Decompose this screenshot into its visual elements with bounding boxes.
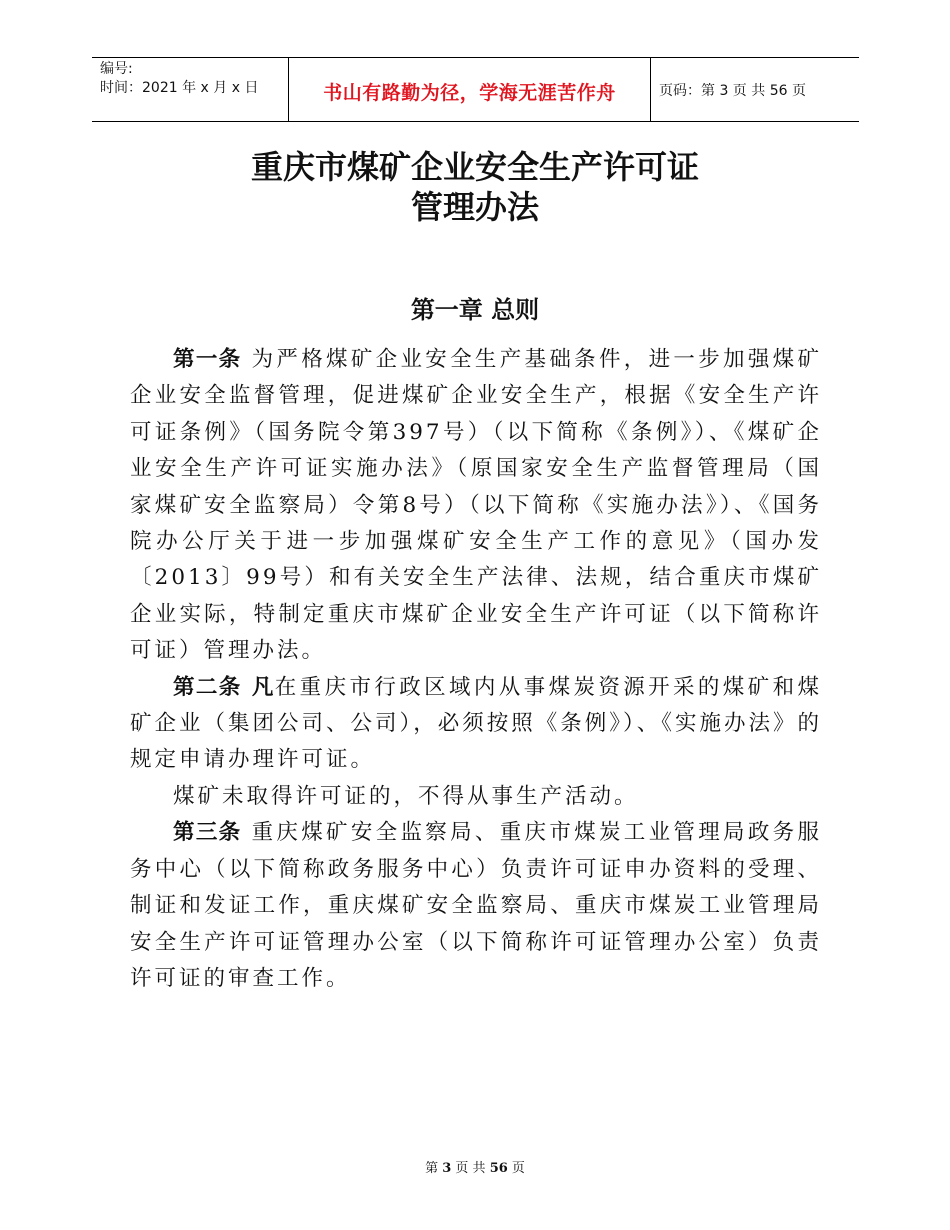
footer-prefix: 第 xyxy=(425,1161,439,1176)
article-1-label: 第一条 xyxy=(173,347,242,372)
page-footer xyxy=(0,1157,950,1176)
document-body xyxy=(130,342,822,997)
chapter-heading: 第一章 总则 xyxy=(410,296,540,324)
footer-total-pages: 56 xyxy=(489,1161,508,1176)
header-motto-cell xyxy=(288,58,651,121)
article-2-label: 第二条 xyxy=(173,674,242,700)
article-3-text: 重庆煤矿安全监察局、重庆市煤炭工业管理局政务服务中心（以下简称政务服务中心）负责许可证申办资料的受理、制证和发证工作，重庆煤矿安全监察局、重庆市煤炭工业管理局安全生产许可证管理办公室（以下简称许可证管理办公室）负责许可证的审查工作。 xyxy=(130,820,822,991)
header-page-info: 页码：第 3 页 共 56 页 xyxy=(659,82,806,99)
footer-page-number: 3 xyxy=(442,1161,452,1176)
article-1-text: 为严格煤矿企业安全生产基础条件，进一步加强煤矿企业安全监督管理，促进煤矿企业安全生产，根据《安全生产许可证条例》（国务院令第397号）（以下简称《条例》）、《煤矿企业安全生产许可证实施办法》（原国家安全生产监督管理局（国家煤矿安全监察局）令第8号）（以下简称《实施办法》）、《国务院办公厅关于进一步加强煤矿安全生产工作的意见》（国办发〔2013〕99号）和有关安全生产法律、法规，结合重庆市煤矿企业实际，特制定重庆市煤矿企业安全生产许可证（以下简称许可证）管理办法。 xyxy=(130,347,822,664)
title-line-1: 重庆市煤矿企业安全生产许可证 xyxy=(250,148,699,186)
header-motto: 书山有路勤为径，学海无涯苦作舟 xyxy=(323,82,616,104)
article-3 xyxy=(130,815,822,997)
article-2-text: 在重庆市行政区域内从事煤炭资源开采的煤矿和煤矿企业（集团公司、公司），必须按照《条例》）、《实施办法》的规定申请办理许可证。 xyxy=(130,674,823,773)
document-number-label: 编号: xyxy=(100,61,133,77)
document-header xyxy=(92,57,859,122)
title-line-2: 管理办法 xyxy=(410,188,539,226)
document-title xyxy=(0,147,950,227)
article-1 xyxy=(130,342,822,670)
article-3-label: 第三条 xyxy=(173,820,242,846)
header-meta xyxy=(92,58,288,121)
header-page-info-cell xyxy=(651,58,859,121)
article-2 xyxy=(130,670,822,779)
article-2-bold-word: 凡 xyxy=(251,674,275,700)
footer-mid: 页 共 xyxy=(455,1161,486,1176)
article-2-extra: 煤矿未取得许可证的，不得从事生产活动。 xyxy=(173,783,639,809)
document-time-label: 时间：2021 年 x 月 x 日 xyxy=(100,80,259,96)
footer-suffix: 页 xyxy=(511,1161,525,1176)
